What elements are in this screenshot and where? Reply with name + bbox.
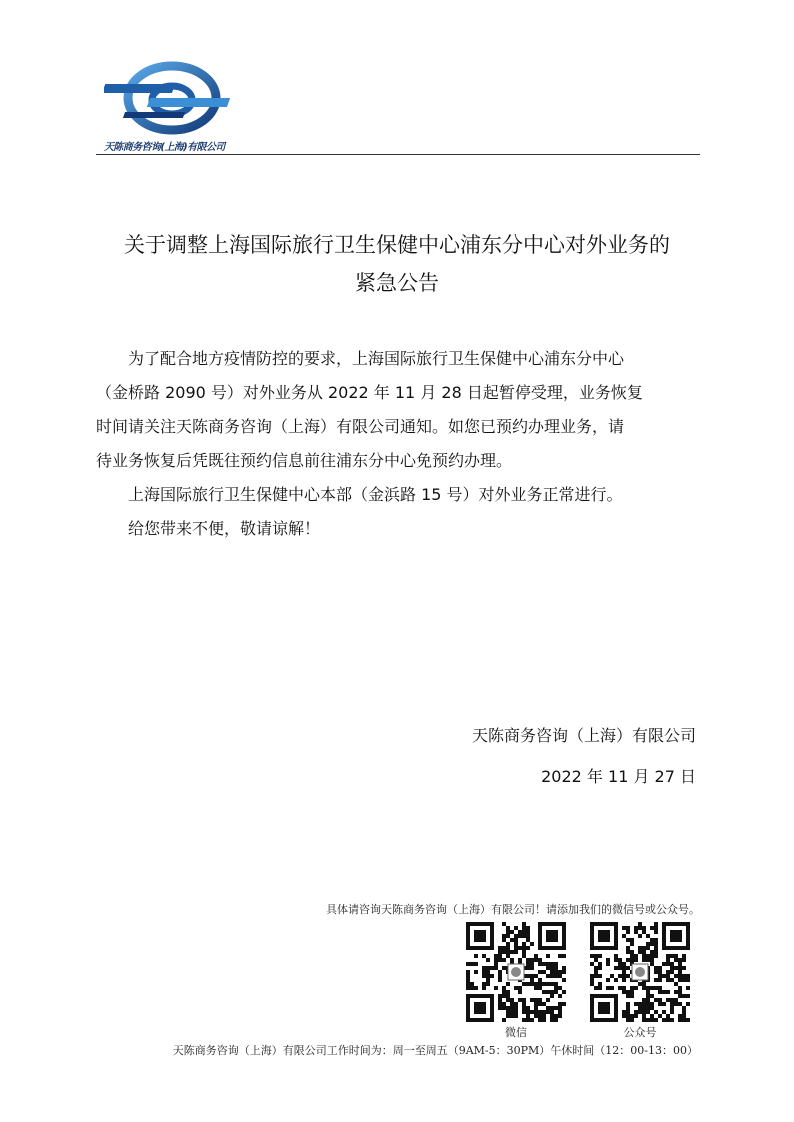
official-account-label: 公众号 <box>623 1026 657 1039</box>
company-logo-icon <box>104 60 264 140</box>
paragraph-3-line-1: 给您带来不便，敬请谅解！ <box>128 519 321 538</box>
notice-body <box>96 342 700 546</box>
qr-code-icon <box>466 922 566 1022</box>
notice-title-line-1: 关于调整上海国际旅行卫生保健中心浦东分中心对外业务的 <box>124 233 670 257</box>
official-account-qr-code[interactable] <box>590 922 690 1022</box>
wechat-label: 微信 <box>505 1026 527 1039</box>
paragraph-1-line-4: 待业务恢复后凭既往预约信息前往浦东分中心免预约办理。 <box>96 451 513 470</box>
paragraph-2-line-1: 上海国际旅行卫生保健中心本部（金浜路 15 号）对外业务正常进行。 <box>128 485 623 504</box>
notice-paragraph-2 <box>96 478 700 512</box>
paragraph-1-line-3: 时间请关注天陈商务咨询（上海）有限公司通知。如您已预约办理业务，请 <box>96 417 625 436</box>
company-logo-text: 天陈商务咨询(上海)有限公司 <box>104 142 225 153</box>
company-logo <box>104 60 264 156</box>
working-hours: 天陈商务咨询（上海）有限公司工作时间为：周一至周五（9AM-5：30PM）午休时间（12：00-13：00） <box>172 1044 698 1057</box>
qr-code-icon <box>590 922 690 1022</box>
notice-paragraph-3 <box>96 512 700 546</box>
signature-company: 天陈商务咨询（上海）有限公司 <box>471 726 696 745</box>
header-divider <box>96 154 700 155</box>
paragraph-1-line-1: 为了配合地方疫情防控的要求，上海国际旅行卫生保健中心浦东分中心 <box>128 349 625 368</box>
notice-paragraph-1 <box>96 342 700 478</box>
signature-date: 2022 年 11 月 27 日 <box>541 767 696 786</box>
wechat-qr-code[interactable] <box>466 922 566 1022</box>
contact-note: 具体请咨询天陈商务咨询（上海）有限公司！请添加我们的微信号或公众号。 <box>326 903 700 916</box>
paragraph-1-line-2: （金桥路 2090 号）对外业务从 2022 年 11 月 28 日起暂停受理，业务恢复 <box>96 383 643 402</box>
notice-title <box>80 226 714 302</box>
notice-title-line-2: 紧急公告 <box>355 271 439 295</box>
